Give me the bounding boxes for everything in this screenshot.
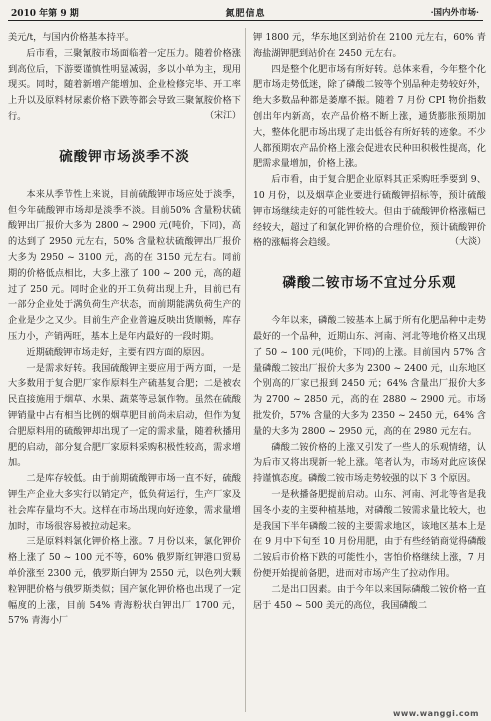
section-label: ·国内外市场· [430,8,479,18]
body-paragraph: 近期硫酸钾市场走好，主要有四方面的原因。 [26,346,211,358]
issue-label: 2010 年第 9 期 [11,9,79,19]
body-paragraph: 一是秋播备肥提前启动。山东、河南、河北等省是我国冬小麦的主要种植基地，对磷酸二铵需求量比较大，也是我国下半年磷酸二铵的主要需求地区，该地区基本上是在 9 月中下旬至 10 月份用肥，由于有些经销商觉得磷酸二铵后市价格下跌的可能性小，害怕价格继续上涨，7 月份便开始提前备肥，进而对市场产生了拉动作用。 [253,488,486,579]
left-column [8,30,241,710]
body-paragraph: 今年以来，磷酸二铵基本上属于所有化肥品种中走势最好的一个品种，近期山东、河南、河北等地价格又出现了 50 ~ 100 元(吨价，下同)的上涨。目前国内 57% 含量磷酸二铵出厂报价大多为 2300 ~ 2400 元，山东地区个别高的厂家已报到 2450 元；64% 含量出厂报价大多为 2700 ~ 2850 元，高的在 2880 ~ 2900 元。市场批发价，57% 含量的大多为 2350 ~ 2450 元，64% 含量的大多为 2800 ~ 2950 元，高的在 2980 元左右。 [253,315,486,437]
page-header [0,0,491,22]
journal-name: 氮肥信息 [225,9,266,19]
body-paragraph: 三是原料料氯化钾价格上涨。7 月份以来，氯化钾价格上涨了 50 ~ 100 元不等，60% 俄罗斯红钾港口贸易单价涨至 2300 元，俄罗斯白钾为 2550 元，以色列大颗粒钾肥价格与俄罗斯类似；国产氯化钾价格也出现了一定幅度的上涨，目前 54% 青海粉状白钾出厂 1700 元，57% 青海小厂 [8,536,241,627]
body-paragraph: 本来从季节性上来说，目前硫酸钾市场应处于淡季，但今年硫酸钾市场却是淡季不淡。目前50% 含量粉状硫酸钾出厂报价大多为 2800 ~ 2900 元(吨价，下同)，高的达到了 2950 元左右，50% 含量粒状硫酸钾出厂报价大多为 2950 ~ 3100 元，高的在 3150 元左右。同前期的价格低点相比，大多上涨了 100 ~ 200 元，高的超过了 250 元。同时企业的开工负荷出现上升，目前已有一部分企业处于满负荷生产状态，而前期能满负荷生产的企业是少之又少。目前生产企业普遍反映出货顺畅，库存压力小，产销两旺，基本上是年内最好的一段时期。 [8,188,241,342]
author-signature: （大淡） [449,237,486,248]
body-paragraph [253,172,486,251]
body-paragraph: 磷酸二铵价格的上涨又引发了一些人的乐观情绪，认为后市又将出现新一轮上涨。笔者认为，市场对此应该保持谨慎态度。磷酸二铵市场走势较强的以下 3 个原因。 [253,441,486,485]
body-paragraph [8,46,241,125]
column-divider [245,28,246,712]
body-paragraph: 钾 1800 元，华东地区到站价在 2100 元左右，60% 青海盐湖钾肥到站价在 2450 元左右。 [253,32,486,59]
body-paragraph: 四是整个化肥市场有所好转。总体来看，今年整个化肥市场走势低迷，除了磷酸二铵等个别品种走势较好外，绝大多数品种都是萎靡不振。随着 7 月份 CPI 物价指数创出年内新高，农产品价格不断上涨，通货膨胀预期加大，整体化肥市场出现了走出低谷有所好转的迹象。不少人都预期农产品价格上涨会促进农民种田积极性提高，化肥需求量增加，价格上涨。 [253,63,486,170]
header-rule [8,20,483,21]
article-title: 磷酸二铵市场不宜过分乐观 [282,275,457,292]
body-paragraph: 一是需求好转。我国硫酸钾主要应用于两方面，一是大多数用于复合肥厂家作原料生产硫基复合肥；二是被农民直接施用于烟草、水果、蔬菜等忌氯作物。虽然在硫酸钾销量中占有相当比例的烟草肥目前尚未启动，但作为复合肥原料用的硫酸钾却出现了一定的需求量，随着秋播用肥的启动，部分复合肥厂家原料采购积极性较高，需求增加。 [8,362,241,469]
author-signature: （宋江） [204,110,241,121]
body-paragraph: 美元/t，与国内价格基本持平。 [8,32,135,43]
right-column [253,30,486,710]
body-paragraph: 二是库存较低。由于前期硫酸钾市场一直不好，硫酸钾生产企业大多实行以销定产，低负荷运行，生产厂家及社会库存量均不大。这样在市场出现向好迹象，需求量增加时，市场很容易被拉动起来。 [8,473,241,532]
body-paragraph: 二是出口因素。由于今年以来国际磷酸二铵价格一直居于 450 ~ 500 美元的高位，我国磷酸二 [253,583,486,611]
article-title: 硫酸钾市场淡季不淡 [59,148,190,165]
site-watermark: www.wanggi.com [393,709,479,718]
paragraph-text: 后市看，三聚氰胺市场面临着一定压力。随着价格涨到高位后，下游要谨慎性明显减弱，多以小单为主，现用现买。同时，随着新增产能增加、企业检修完毕、开工率上升以及原料材尿素价格下跌等都会导致三聚氰胺价格下行。 [8,47,241,122]
paragraph-text: 后市看，由于复合肥企业原料其正采购旺季要到 9、10 月份，以及烟草企业要进行硫酸钾招标等，预计硫酸钾市场继续走好的可能性较大。但由于硫酸钾价格涨幅已经较大，超过了和氯化钾价格的合理价位，预计硫酸钾价格的涨幅将会趋缓。 [253,174,486,249]
